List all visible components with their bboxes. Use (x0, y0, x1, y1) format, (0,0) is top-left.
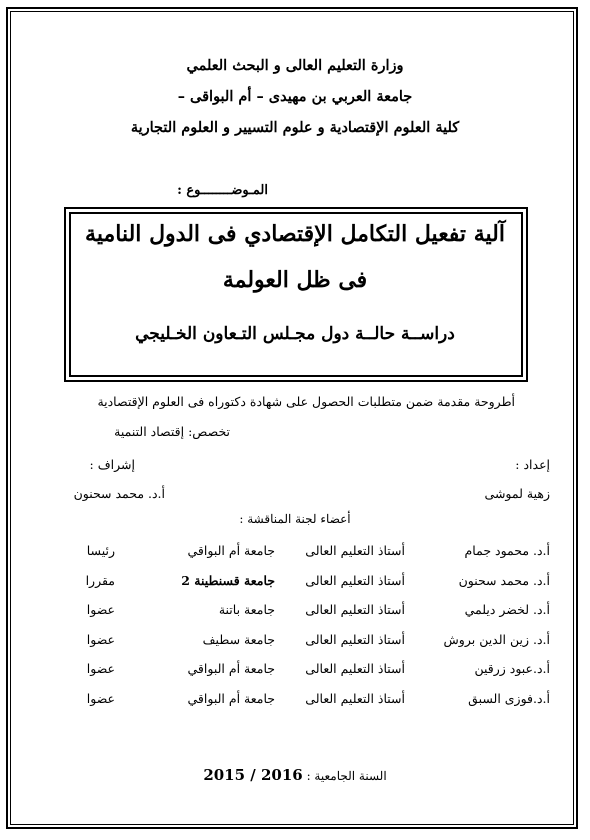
supervision-label: إشراف : (89, 457, 135, 472)
committee-title: أعضاء لجنة المناقشة : (239, 512, 351, 526)
supervisor-name: أ.د. محمد سحنون (73, 486, 165, 501)
member-university: جامعة باتنة (218, 602, 275, 617)
table-row (0, 573, 590, 593)
member-name: أ.د. لخضر ديلمي (464, 602, 550, 617)
member-name: أ.د. زين الدين بروش (443, 632, 550, 647)
table-row (0, 543, 590, 563)
member-name: أ.د. محمد سحنون (458, 573, 550, 588)
academic-year (0, 766, 590, 784)
thesis-title-line2: فى ظل العولمة (222, 267, 368, 293)
member-university: جامعة أم البواقي (187, 543, 275, 558)
member-name: أ.د.فوزى السبق (468, 691, 550, 706)
faculty-name: كلية العلوم الإقتصادية و علوم التسيير و العلوم التجارية (130, 119, 460, 136)
member-role: مقررا (85, 573, 115, 588)
member-university: جامعة قسنطينة 2 (181, 573, 275, 588)
thesis-title-line1: آلية تفعيل التكامل الإقتصادي فى الدول النامية (85, 221, 505, 247)
author-name: زهية لموشى (484, 486, 550, 501)
table-row (0, 602, 590, 622)
academic-year-value: 2016 / 2015 (203, 766, 303, 784)
member-role: عضوا (86, 661, 115, 676)
member-rank: أستاذ التعليم العالى (305, 573, 405, 588)
table-row (0, 691, 590, 711)
prepared-by-label: إعداد : (515, 457, 550, 472)
subject-label: المـوضــــــــوع : (177, 183, 268, 198)
member-university: جامعة أم البواقي (187, 661, 275, 676)
table-row (0, 661, 590, 681)
member-university: جامعة أم البواقي (187, 691, 275, 706)
member-role: عضوا (86, 632, 115, 647)
ministry-name: وزارة التعليم العالى و البحث العلمي (186, 57, 404, 74)
thesis-description: أطروحة مقدمة ضمن متطلبات الحصول على شهادة دكتوراه فى العلوم الإقتصادية (97, 394, 515, 409)
member-rank: أستاذ التعليم العالى (305, 691, 405, 706)
member-rank: أستاذ التعليم العالى (305, 602, 405, 617)
member-role: عضوا (86, 691, 115, 706)
member-university: جامعة سطيف (202, 632, 275, 647)
member-role: عضوا (86, 602, 115, 617)
member-name: أ.د. محمود جمام (464, 543, 550, 558)
member-role: رئيسا (86, 543, 115, 558)
member-rank: أستاذ التعليم العالى (305, 632, 405, 647)
member-rank: أستاذ التعليم العالى (305, 661, 405, 676)
university-name: جامعة العربي بن مهيدى – أم البواقى – (177, 88, 413, 105)
member-rank: أستاذ التعليم العالى (305, 543, 405, 558)
member-name: أ.د.عبود زرقين (474, 661, 550, 676)
table-row (0, 632, 590, 652)
specialization: تخصص: إقتصاد التنمية (114, 424, 230, 439)
academic-year-label: السنة الجامعية : (306, 769, 387, 783)
thesis-subtitle: دراســة حالــة دول مجـلس التـعاون الخـليجي (135, 324, 455, 344)
